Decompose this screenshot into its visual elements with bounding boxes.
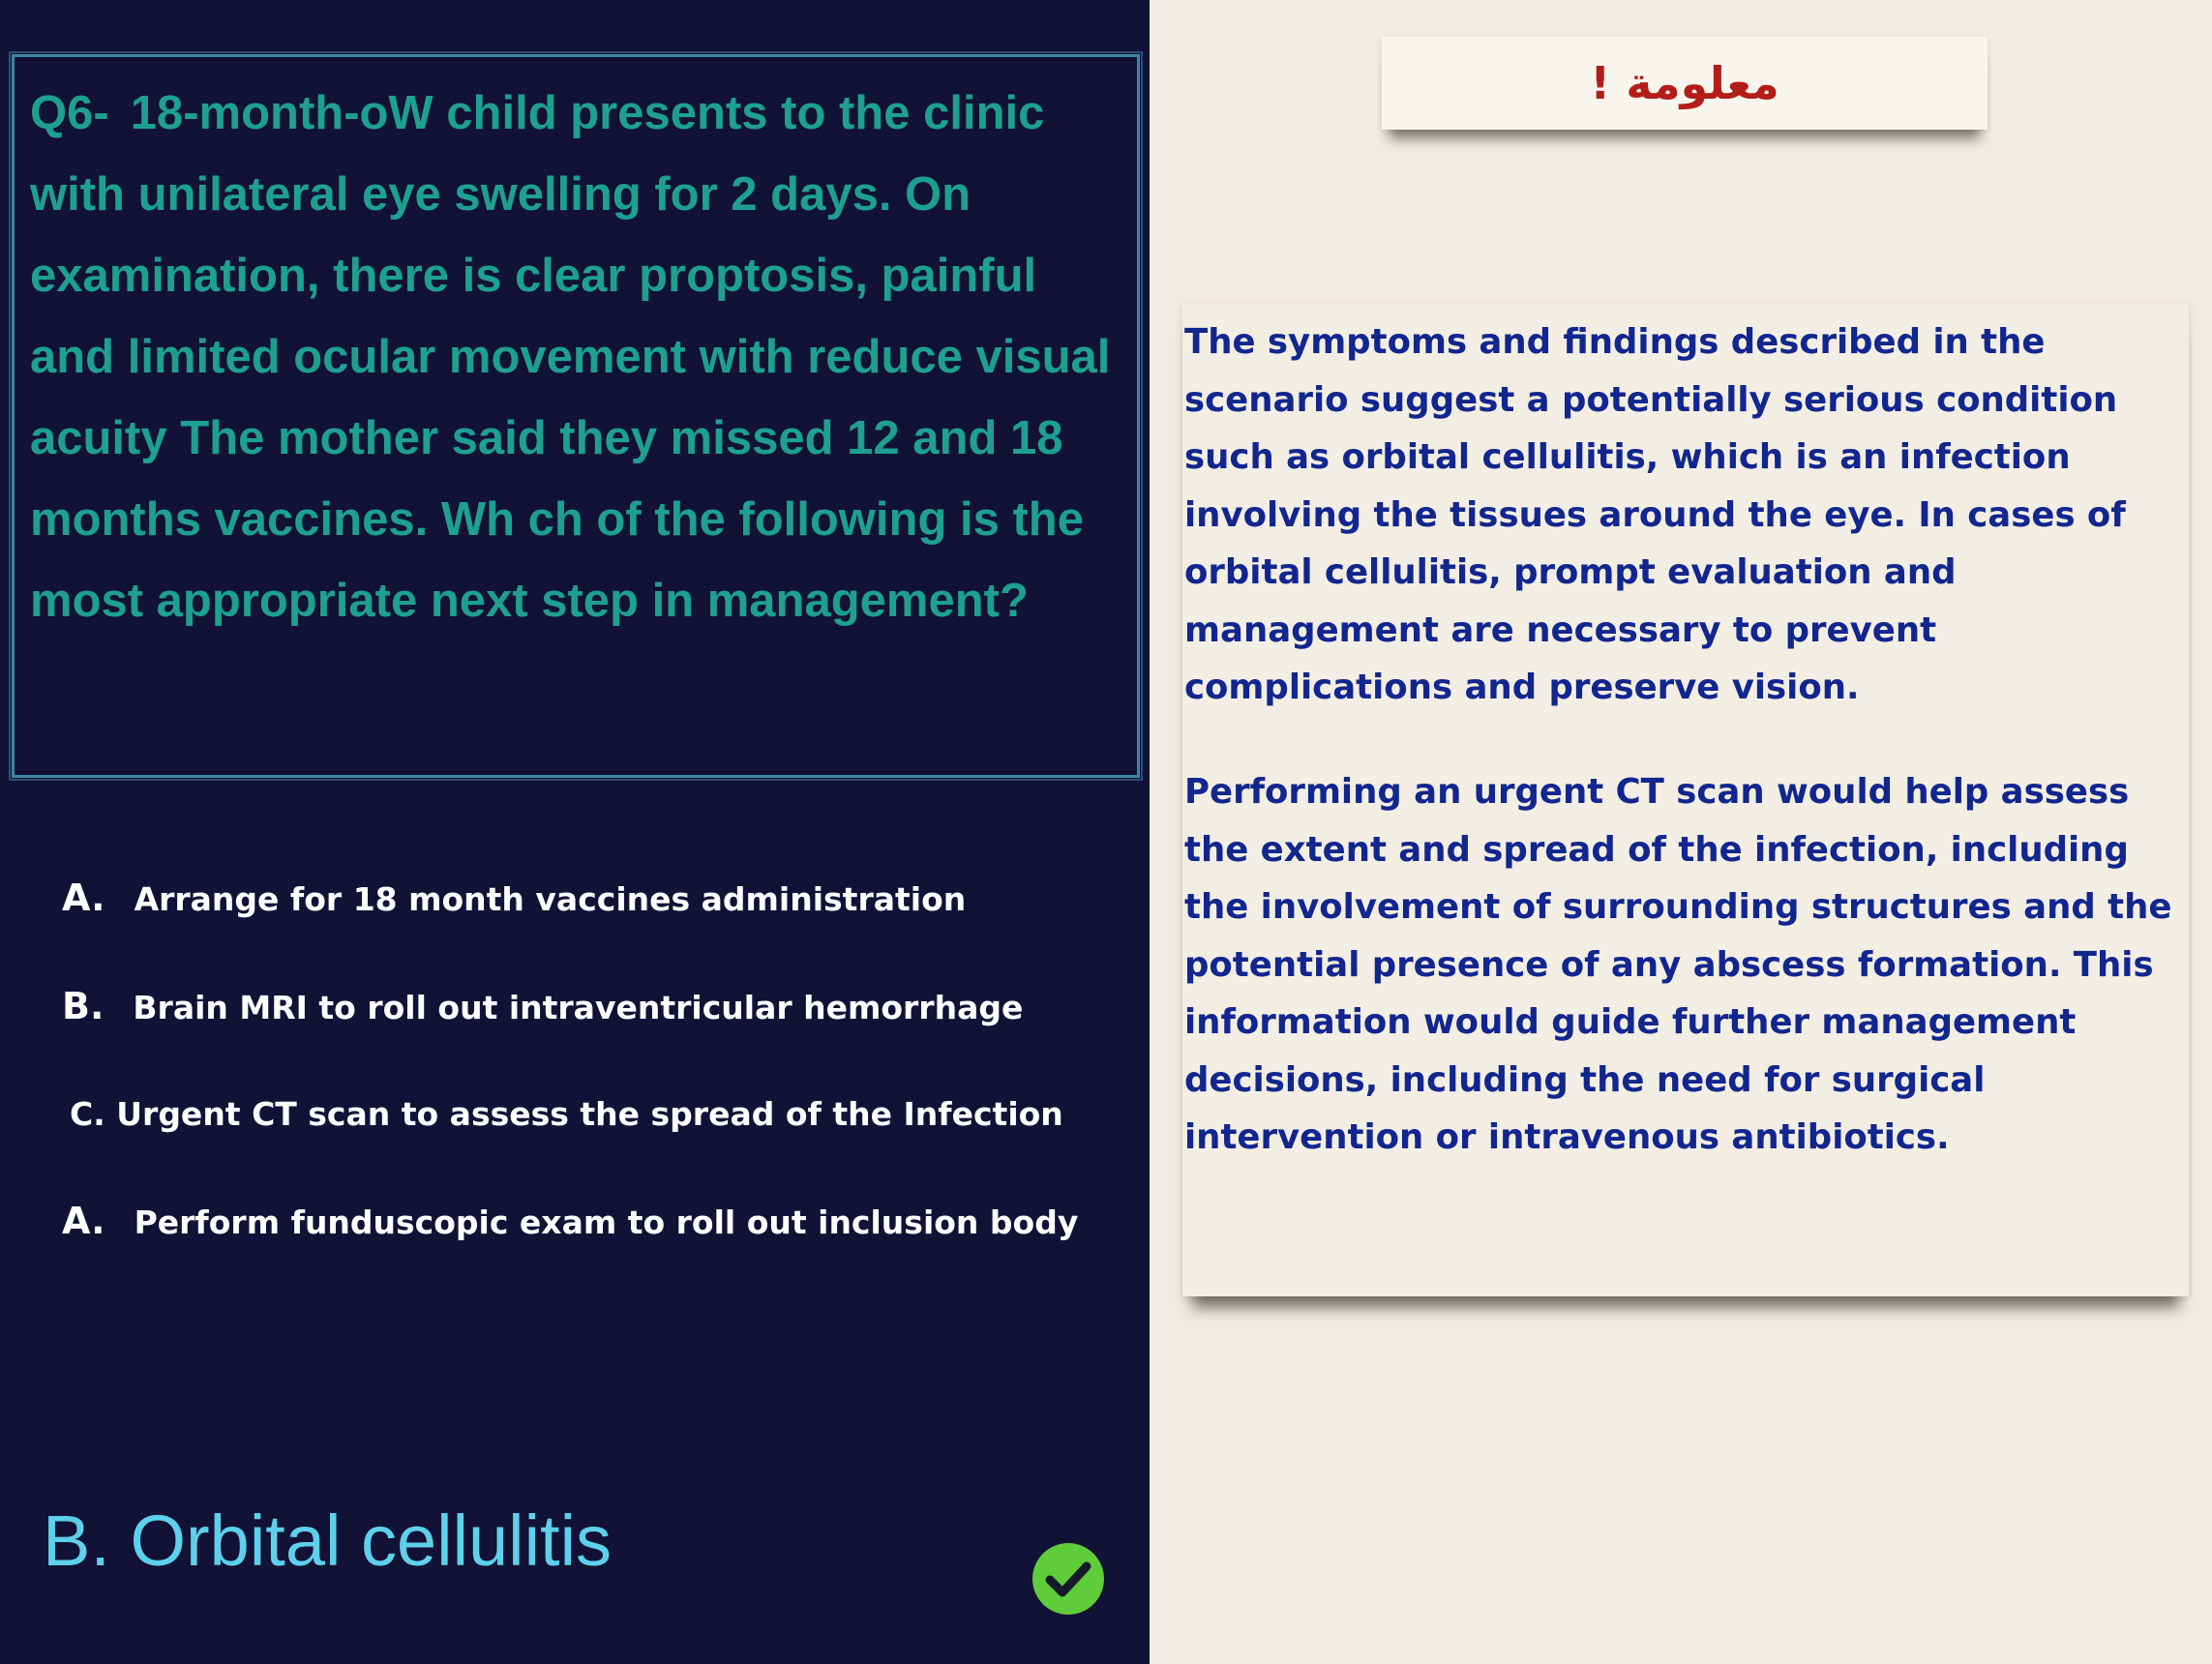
option-letter: A.: [62, 1200, 105, 1242]
explanation-paragraph-1: The symptoms and findings described in the scenario suggest a potentially serious condition such as orbital cellulitis, which is an infection involving the tissues around the eye. In cases of orbital cellulitis, prompt evaluation and management are necessary to prevent complications and preserve vision.: [1184, 322, 2126, 707]
explanation-paragraph-2: Performing an urgent CT scan would help assess the extent and spread of the infection, including the involvement of surrounding structures and the potential presence of any abscess formation. This information would guide further management decisions, including the need for surgical intervention or intravenous antibiotics.: [1184, 772, 2172, 1157]
info-title: معلومة !: [1590, 57, 1779, 109]
correct-answer: B. Orbital cellulitis: [43, 1501, 613, 1581]
check-circle-icon: [1031, 1542, 1105, 1616]
answer-options: [62, 869, 1107, 1300]
info-title-banner: [1382, 37, 1988, 130]
option-d[interactable]: [62, 1192, 1107, 1252]
question-body: 18-month-oW child presents to the clinic with unilateral eye swelling for 2 days. On examination, there is clear proptosis, painful and limited ocular movement with reduce visual acuity The mother said they missed 12 and 18 months vaccines. Wh ch of the following is the most appropriate next step in management?: [30, 87, 1111, 627]
option-c[interactable]: [62, 1085, 1107, 1144]
option-text: Perform funduscopic exam to roll out inclusion body: [134, 1203, 1079, 1241]
explanation-card: [1182, 304, 2189, 1296]
question-text: [30, 73, 1133, 641]
option-letter: B.: [62, 985, 105, 1027]
option-letter: A.: [62, 877, 105, 919]
option-b[interactable]: [62, 977, 1107, 1037]
option-a[interactable]: [62, 869, 1107, 929]
option-text: Arrange for 18 month vaccines administration: [134, 880, 967, 918]
option-text: C. Urgent CT scan to assess the spread of the Infection: [70, 1095, 1063, 1133]
option-text: Brain MRI to roll out intraventricular hemorrhage: [133, 989, 1024, 1026]
question-box: [12, 54, 1140, 778]
question-number: Q6-: [30, 87, 109, 139]
